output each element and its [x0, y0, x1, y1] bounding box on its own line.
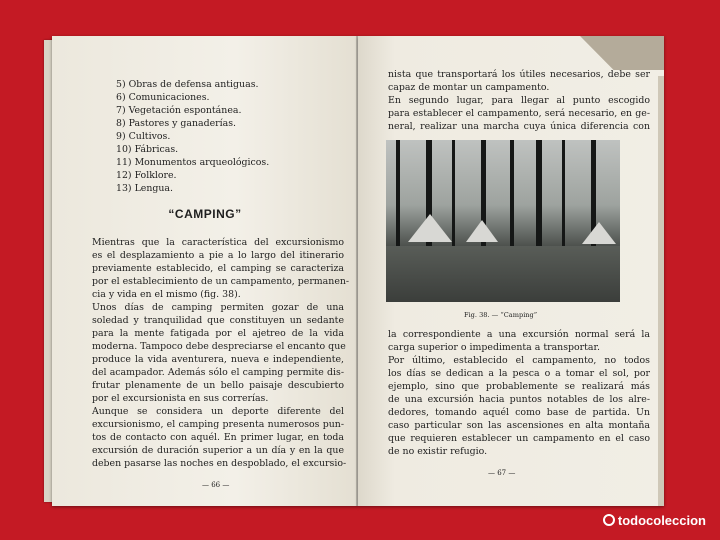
text-line: ejemplo, sino que probablemente se realizará más: [388, 381, 650, 392]
text-line: excursión de duración superior a un día y en la que: [92, 445, 344, 456]
page-corner-fold: [580, 36, 664, 70]
text-line: moderna. Tampoco debe despreciarse el encanto que: [92, 341, 346, 352]
text-line: capaz de montar un campamento.: [388, 82, 550, 93]
figure-caption: Fig. 38. — “Camping”: [464, 311, 538, 319]
page-number: — 66 —: [202, 481, 230, 489]
page-edge-strip: [658, 76, 664, 506]
text-line: tos de contacto con aquél. En primer lugar, en toda: [92, 432, 344, 443]
section-heading: “CAMPING”: [168, 207, 242, 221]
text-line: cia y vida en el mismo (fig. 38).: [92, 289, 241, 300]
text-line: excursionismo, el camping presenta numerosos pun-: [92, 419, 344, 430]
watermark-logo: [603, 513, 706, 528]
text-line: nista que transportará los útiles necesarios, debe ser: [388, 69, 650, 80]
text-line: los días se dedican a la pesca o a tomar el sol, por: [388, 368, 650, 379]
page-number: — 67 —: [488, 469, 516, 477]
list-item: 7) Vegetación espontánea.: [116, 105, 242, 116]
list-item: 12) Folklore.: [116, 170, 177, 181]
text-line: soledad y tranquilidad que constituyen un sedante: [92, 315, 344, 326]
text-line: frutar plenamente de un bello paisaje descubierto: [92, 380, 344, 391]
text-line: por el excursionista en sus correrías.: [92, 393, 269, 404]
text-line: En segundo lugar, para llegar al punto escogido: [388, 95, 650, 106]
watermark-text: todocoleccion: [617, 513, 706, 528]
text-line: Aunque se considera un deporte diferente del: [92, 406, 344, 417]
text-line: Por último, establecido el campamento, no todos: [388, 355, 650, 366]
text-line: neral, realizar una marcha cuya única diferencia con: [388, 121, 650, 132]
list-item: 5) Obras de defensa antiguas.: [116, 79, 259, 90]
text-line: Unos días de camping permiten gozar de una: [92, 302, 344, 313]
text-line: deben pasarse las noches en despoblado, el excursio-: [92, 458, 347, 469]
text-line: previamente establecido, el camping se caracteriza: [92, 263, 344, 274]
text-line: para establecer el campamento, será necesario, en ge-: [388, 108, 650, 119]
list-item: 11) Monumentos arqueológicos.: [116, 157, 270, 168]
watermark-icon: [603, 514, 615, 526]
text-line: Mientras que la característica del excursionismo: [92, 237, 344, 248]
text-line: por el establecimiento de un campamento, permanen-: [92, 276, 350, 287]
left-page: [52, 36, 358, 506]
text-line: para la mente fatigada por el ajetreo de la vida: [92, 328, 344, 339]
text-line: la correspondiente a una excursión normal será la: [388, 329, 650, 340]
text-line: de una excursión hacia puntos notables de los alre-: [388, 394, 650, 405]
text-line: es el desplazamiento a pie a lo largo del itinerario: [92, 250, 344, 261]
list-item: 8) Pastores y ganaderías.: [116, 118, 237, 129]
list-item: 10) Fábricas.: [116, 144, 179, 155]
text-line: dedores, tomando aquél como base de partida. Un: [388, 407, 650, 418]
list-item: 9) Cultivos.: [116, 131, 171, 142]
text-line: de no existir refugio.: [388, 446, 488, 457]
list-item: 6) Comunicaciones.: [116, 92, 210, 103]
text-line: produce la vida aventurera, nueva e independiente,: [92, 354, 344, 365]
camping-photo: [386, 140, 620, 302]
text-line: carga superior o impedimenta a transportar.: [388, 342, 600, 353]
open-book: [44, 36, 664, 506]
text-line: caso particular son las ascensiones en alta montaña: [388, 420, 650, 431]
text-line: que requieren establecer un campamento en el caso: [388, 433, 650, 444]
list-item: 13) Lengua.: [116, 183, 173, 194]
text-line: del acampador. Además sólo el camping permite dis-: [92, 367, 344, 378]
right-page: [358, 36, 664, 506]
